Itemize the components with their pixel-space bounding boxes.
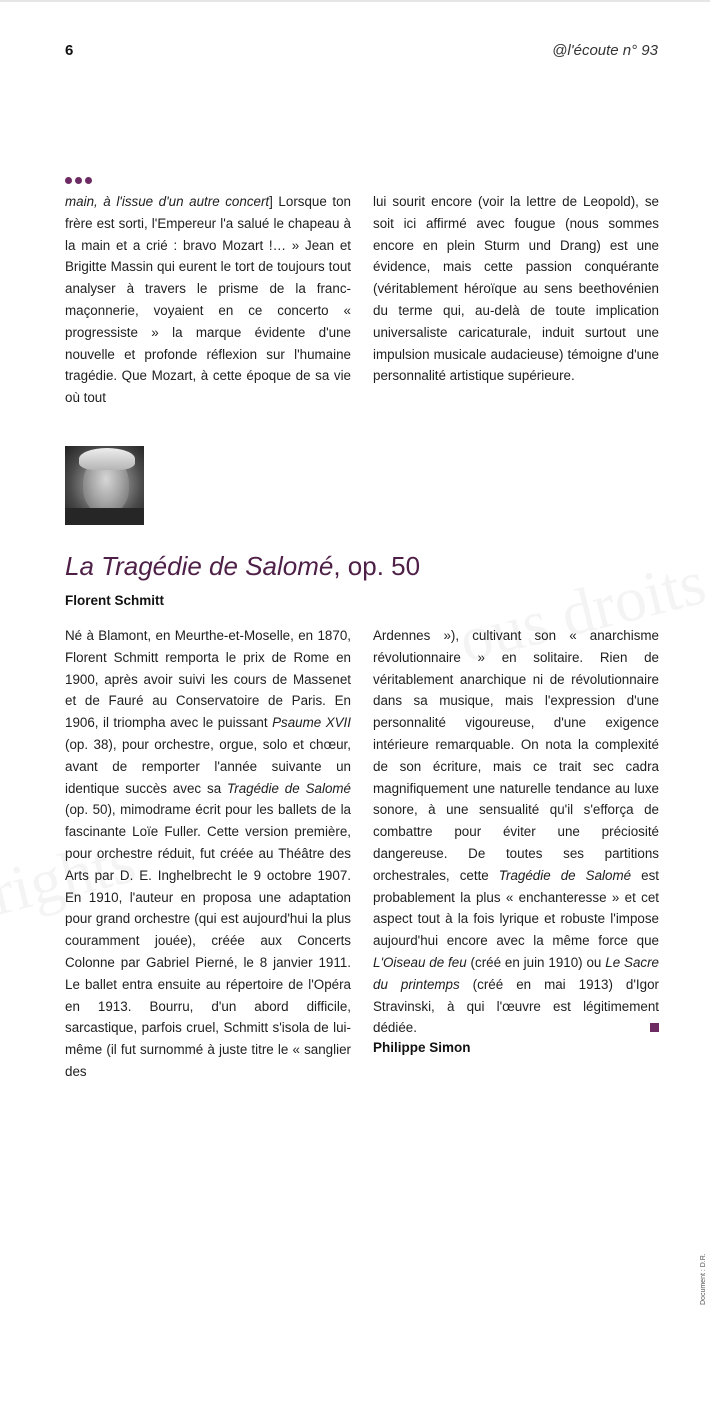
article-title [65,551,420,582]
intro-col1-paragraph [65,191,351,409]
dot [75,177,82,184]
article-column-1 [65,625,351,1083]
portrait-shadow [65,508,144,525]
text-run: (op. 50), mimodrame écrit pour les ballets de la fascinante Loïe Fuller. Cette version première, pour orchestre réduit, fut créée au Théâtre des Arts par D. E. Inghelbrecht le 9 octobre 1907. En 1910, l'auteur en proposa une adaptation pour grand orchestre (qui est aujourd'hui la plus couramment jouée), créée aux Concerts Colonne par Gabriel Pierné, le 8 janvier 1911. Le ballet entra ensuite au répertoire de l'Opéra en 1913. Bourru, d'un abord difficile, sarcastique, parfois cruel, Schmitt s'isola de lui-même (il fut surnommé à juste titre le « sanglier des [65,802,351,1079]
article-col2-paragraph [373,625,659,1039]
article-column-2 [373,625,659,1039]
intro-column-2 [373,191,659,387]
italic-text-run: Psaume XVII [272,715,351,731]
text-run: lui sourit encore (voir la lettre de Leopold), se soit ici affirmé avec fougue (nous sommes encore en plein Sturm und Drang) est une évidence, mais cette passion conquérante (véritablement héroïque au sens beethovénien du terme qui, au-delà de toute implication universaliste caricaturale, induit surtout une impulsion musicale audacieuse) témoigne d'une personnalité artistique supérieure. [373,194,659,384]
intro-column-1 [65,191,351,409]
text-run: Ardennes »), cultivant son « anarchisme révolutionnaire » en solitaire. Rien de véritablement anarchique ni de révolutionnaire dans sa musique, mais l'expression d'une personnalité vigoureuse, d'une exigence intérieure remarquable. On nota la complexité de son écriture, mais ce trait sec cadra magnifiquement une naturelle tendance au luxe sonore, à une sensualité qu'il s'efforça de combattre pour éviter une préciosité dangereuse. De toutes ses partitions orchestrales, cette [373,628,659,883]
italic-text-run: L'Oiseau de feu [373,954,467,970]
italic-text-run: main, à l'issue d'un autre concert [65,194,270,209]
italic-text-run: Tragédie de Salomé [227,780,351,796]
running-head: @l'écoute n° 93 [552,42,658,59]
text-run: Né à Blamont, en Meurthe-et-Moselle, en 1870, Florent Schmitt remporta le prix de Rome en 1900, après avoir suivi les cours de Massenet et de Fauré au Conservatoire de Paris. En 1906, il triompha avec le puissant [65,628,351,731]
portrait-hair [79,448,135,470]
italic-text-run: Tragédie de Salomé [498,867,632,883]
photo-credit: Document : D.R. [700,1253,707,1305]
intro-col2-paragraph [373,191,659,387]
top-rule [0,0,710,2]
text-run: est probablement la plus « enchanteresse » et cet aspect tout à la fois lyrique et robuste l'impose aujourd'hui encore avec la même force que [373,867,659,949]
page-number: 6 [65,42,74,59]
dot [65,177,72,184]
article-col2-text [373,628,659,1035]
article-title-work: La Tragédie de Salomé [65,551,334,581]
article-col1-paragraph [65,625,351,1083]
text-run: (op. 38), pour orchestre, orgue, solo et chœur, avant de remporter l'année suivante un identique succès avec sa [65,736,351,796]
dot [85,177,92,184]
text-run: (créé en juin 1910) ou [466,954,606,970]
continuation-dots [65,177,92,184]
italic-text-run: Le Sacre du printemps [373,954,659,992]
text-run: (créé en mai 1913) d'Igor Stravinski, à qui l'œuvre est légitimement dédiée. [373,976,659,1036]
composer-name: Florent Schmitt [65,593,165,608]
article-title-opus: , op. 50 [333,551,421,581]
end-of-article-mark [650,1023,659,1032]
text-run: ] Lorsque ton frère est sorti, l'Empereur l'a salué le chapeau à la main et a crié : bravo Mozart !… » Jean et Brigitte Massin qui eurent le tort de toujours tout analyser à travers le prisme de la franc-maçonnerie, voyaient en ce concerto « progressiste » la marque évidente d'une nouvelle et profonde réflexion sur l'humaine tragédie. Que Mozart, à cette époque de sa vie où tout [65,194,351,406]
article-author: Philippe Simon [373,1040,471,1055]
composer-portrait [65,446,144,525]
